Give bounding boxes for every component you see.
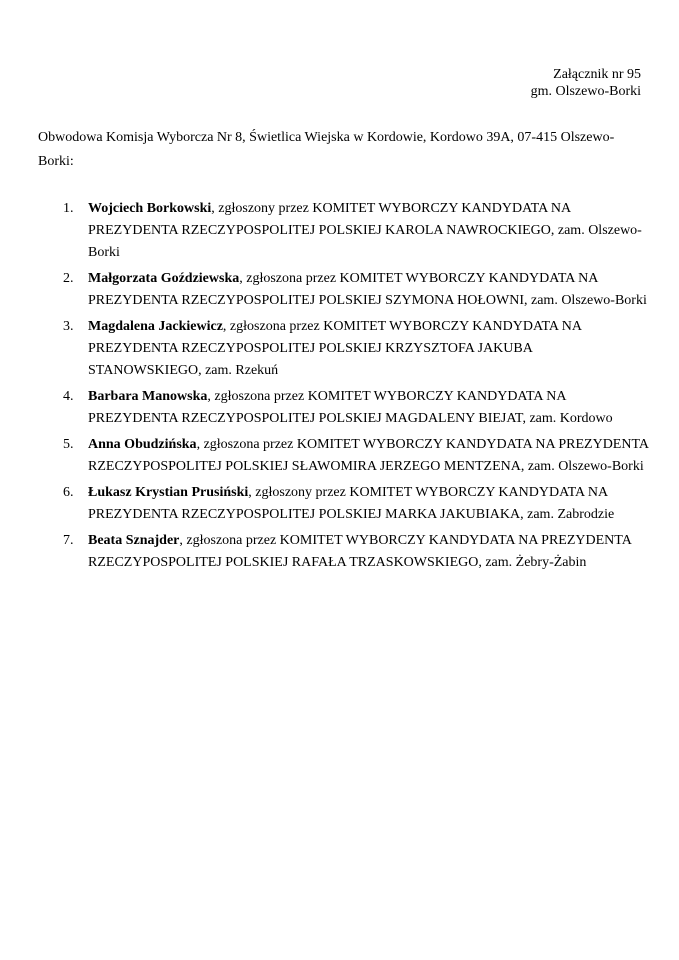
list-item: [38, 386, 649, 430]
member-name: Barbara Manowska: [88, 389, 208, 404]
member-list: [38, 198, 649, 574]
list-item: [38, 434, 649, 478]
attachment-label: Załącznik nr 95: [553, 67, 641, 82]
member-entry: [88, 198, 649, 264]
member-number: 4.: [63, 389, 74, 404]
member-number: 6.: [63, 485, 74, 500]
member-name: Małgorzata Goździewska: [88, 271, 240, 286]
member-name: Anna Obudzińska: [88, 437, 197, 452]
list-item: [38, 316, 649, 382]
member-entry: [88, 386, 649, 430]
member-name: Wojciech Borkowski: [88, 201, 212, 216]
list-item: [38, 530, 649, 574]
member-entry: [88, 530, 649, 574]
member-number: 3.: [63, 319, 74, 334]
member-details: , zgłoszona przez KOMITET WYBORCZY KANDYDATA NA PREZYDENTA RZECZYPOSPOLITEJ POLSKIEJ SŁAWOMIRA JERZEGO MENTZENA, zam. Olszewo-Borki: [88, 437, 649, 474]
member-details: , zgłoszony przez KOMITET WYBORCZY KANDYDATA NA PREZYDENTA RZECZYPOSPOLITEJ POLSKIEJ KAROLA NAWROCKIEGO, zam. Olszewo-Borki: [88, 201, 642, 260]
member-details: , zgłoszona przez KOMITET WYBORCZY KANDYDATA NA PREZYDENTA RZECZYPOSPOLITEJ POLSKIEJ KRZYSZTOFA JAKUBA STANOWSKIEGO, zam. Rzekuń: [88, 319, 582, 378]
intro-paragraph: Obwodowa Komisja Wyborcza Nr 8, Świetlica Wiejska w Kordowie, Kordowo 39A, 07-415 Olszewo-Borki:: [38, 130, 615, 169]
member-name: Łukasz Krystian Prusiński: [88, 485, 249, 500]
member-details: , zgłoszona przez KOMITET WYBORCZY KANDYDATA NA PREZYDENTA RZECZYPOSPOLITEJ POLSKIEJ MAGDALENY BIEJAT, zam. Kordowo: [88, 389, 613, 426]
member-number: 5.: [63, 437, 74, 452]
member-details: , zgłoszona przez KOMITET WYBORCZY KANDYDATA NA PREZYDENTA RZECZYPOSPOLITEJ POLSKIEJ RAFAŁA TRZASKOWSKIEGO, zam. Żebry-Żabin: [88, 533, 632, 570]
member-entry: [88, 434, 649, 478]
member-entry: [88, 316, 649, 382]
member-entry: [88, 482, 649, 526]
member-name: Magdalena Jackiewicz: [88, 319, 223, 334]
municipality-label: gm. Olszewo-Borki: [530, 84, 641, 99]
list-item: [38, 198, 649, 264]
member-number: 2.: [63, 271, 74, 286]
member-details: , zgłoszony przez KOMITET WYBORCZY KANDYDATA NA PREZYDENTA RZECZYPOSPOLITEJ POLSKIEJ MARKA JAKUBIAKA, zam. Zabrodzie: [88, 485, 615, 522]
list-item: [38, 268, 649, 312]
member-number: 1.: [63, 201, 74, 216]
document-header: [38, 66, 649, 100]
member-entry: [88, 268, 649, 312]
member-number: 7.: [63, 533, 74, 548]
list-item: [38, 482, 649, 526]
member-details: , zgłoszona przez KOMITET WYBORCZY KANDYDATA NA PREZYDENTA RZECZYPOSPOLITEJ POLSKIEJ SZYMONA HOŁOWNI, zam. Olszewo-Borki: [88, 271, 647, 308]
member-name: Beata Sznajder: [88, 533, 180, 548]
